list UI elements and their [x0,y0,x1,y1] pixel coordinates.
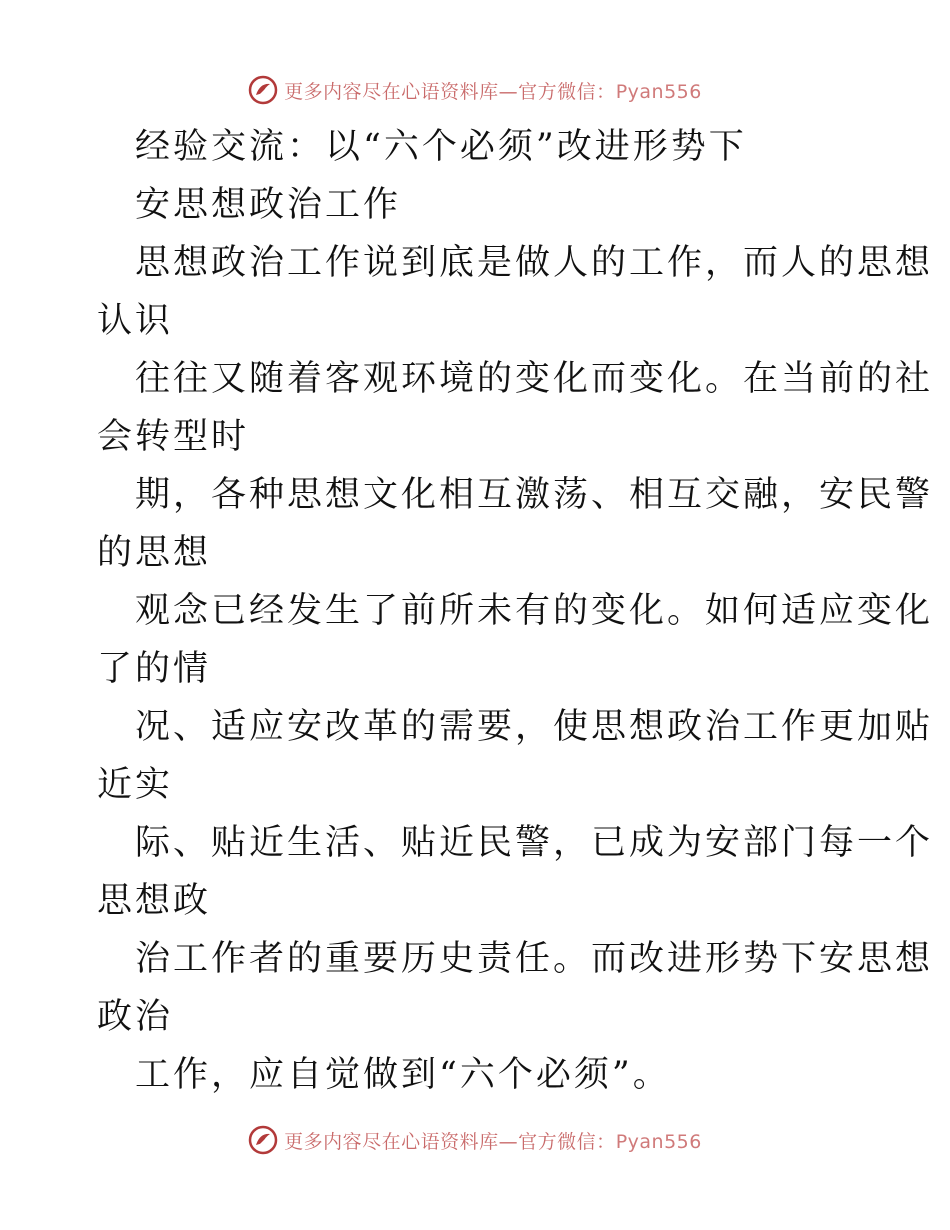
header-banner-text [284,77,702,104]
paragraph-line: 的思想 [97,533,212,573]
footer-wechat-label: 官方微信： [518,1130,616,1153]
paragraph-line: 思想政 [97,881,212,921]
paragraph-line: 际、贴近生活、贴近民警，已成为安部门每一个 [135,823,934,863]
paragraph-line: 往往又随着客观环境的变化而变化。在当前的社 [135,359,934,399]
paragraph-line: 况、适应安改革的需要，使思想政治工作更加贴 [135,707,934,747]
title-line-1: 经验交流：以“六个必须”改进形势下 [135,127,747,167]
paragraph-line: 了的情 [97,649,212,689]
logo-icon [248,1125,278,1155]
footer-banner [0,1120,950,1160]
paragraph-line: 认识 [97,301,174,341]
paragraph-line: 思想政治工作说到底是做人的工作，而人的思想 [135,243,934,283]
paragraph-line: 政治 [97,997,174,1037]
title-line-2: 安思想政治工作 [135,185,402,225]
paragraph-line: 期，各种思想文化相互激荡、相互交融，安民警 [135,475,934,515]
header-wechat-account: Pyan556 [615,80,702,103]
paragraph-line: 治工作者的重要历史责任。而改进形势下安思想 [135,939,934,979]
paragraph-line: 会转型时 [97,417,250,457]
paragraph-line: 近实 [97,765,174,805]
header-brand: 更多内容尽在心语资料库 [284,80,499,103]
footer-banner-text [284,1127,702,1154]
logo-icon [248,75,278,105]
document-body [97,118,934,1104]
footer-brand: 更多内容尽在心语资料库 [284,1130,499,1153]
paragraph-line: 观念已经发生了前所未有的变化。如何适应变化 [135,591,934,631]
header-separator: — [498,80,519,103]
header-wechat-label: 官方微信： [518,80,616,103]
paragraph-line: 工作，应自觉做到“六个必须”。 [135,1055,671,1095]
footer-separator: — [498,1130,519,1153]
footer-wechat-account: Pyan556 [615,1130,702,1153]
header-banner [0,70,950,110]
